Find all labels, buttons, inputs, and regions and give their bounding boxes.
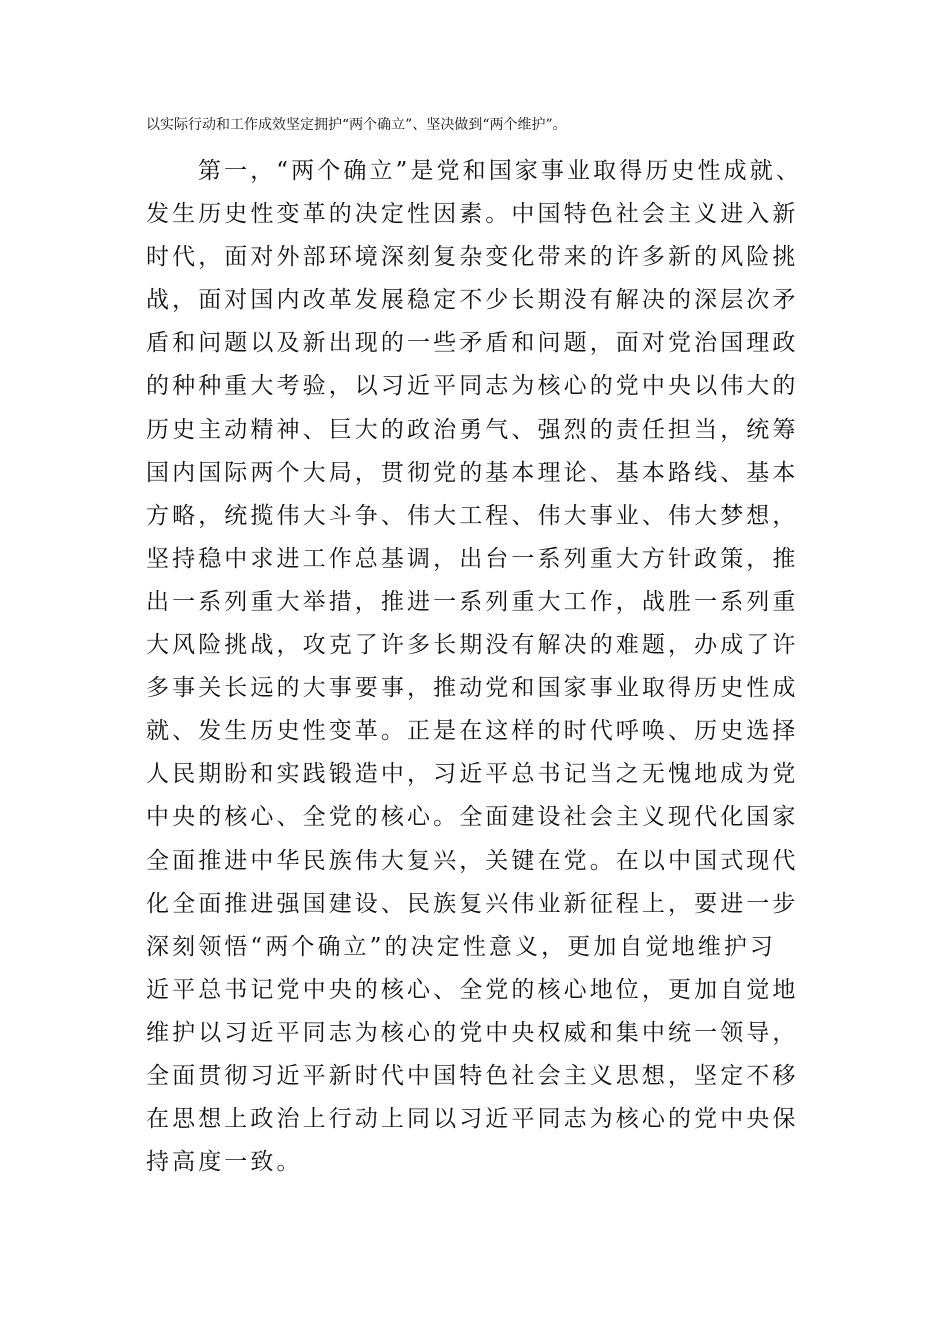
paragraph-line: 多事关长远的大事要事，推动党和国家事业取得历史性成 (146, 675, 799, 702)
paragraph-line: 坚持稳中求进工作总基调，出台一系列重大方针政策，推 (146, 545, 799, 572)
paragraph-line: 在思想上政治上行动上同以习近平同志为核心的党中央保 (146, 1106, 799, 1133)
paragraph-line: 大风险挑战，攻克了许多长期没有解决的难题，办成了许 (146, 632, 799, 659)
paragraph-line: 持高度一致。 (146, 1149, 303, 1176)
paragraph-line: 人民期盼和实践锻造中，习近平总书记当之无愧地成为党 (146, 761, 799, 788)
paragraph-line: 中央的核心、全党的核心。全面建设社会主义现代化国家 (146, 804, 799, 831)
paragraph-line: 国内国际两个大局，贯彻党的基本理论、基本路线、基本 (146, 459, 799, 486)
paragraph-line: 维护以习近平同志为核心的党中央权威和集中统一领导， (146, 1019, 799, 1046)
paragraph-line: 全面贯彻习近平新时代中国特色社会主义思想，坚定不移 (146, 1062, 799, 1089)
lead-sentence: 以实际行动和工作成效坚定拥护“两个确立”、坚决做到“两个维护”。 (146, 117, 567, 133)
paragraph-line: 近平总书记党中央的核心、全党的核心地位，更加自觉地 (146, 976, 799, 1003)
paragraph-line: 发生历史性变革的决定性因素。中国特色社会主义进入新 (146, 201, 799, 228)
paragraph-line: 历史主动精神、巨大的政治勇气、强烈的责任担当，统筹 (146, 416, 799, 443)
body-paragraph (146, 150, 826, 1184)
paragraph-line: 第一，“两个确立”是党和国家事业取得历史性成就、 (198, 158, 802, 184)
paragraph-line: 的种种重大考验，以习近平同志为核心的党中央以伟大的 (146, 373, 799, 400)
paragraph-line: 时代，面对外部环境深刻复杂变化带来的许多新的风险挑 (146, 244, 799, 271)
paragraph-line: 深刻领悟“两个确立”的决定性意义，更加自觉地维护习 (146, 933, 777, 960)
paragraph-line: 盾和问题以及新出现的一些矛盾和问题，面对党治国理政 (146, 330, 799, 357)
paragraph-line: 方略，统揽伟大斗争、伟大工程、伟大事业、伟大梦想， (146, 502, 799, 529)
paragraph-line: 战，面对国内改革发展稳定不少长期没有解决的深层次矛 (146, 287, 799, 314)
paragraph-line: 出一系列重大举措，推进一系列重大工作，战胜一系列重 (146, 588, 799, 615)
paragraph-line: 就、发生历史性变革。正是在这样的时代呼唤、历史选择 (146, 718, 799, 745)
paragraph-line: 化全面推进强国建设、民族复兴伟业新征程上，要进一步 (146, 890, 799, 917)
paragraph-line: 全面推进中华民族伟大复兴，关键在党。在以中国式现代 (146, 847, 799, 874)
